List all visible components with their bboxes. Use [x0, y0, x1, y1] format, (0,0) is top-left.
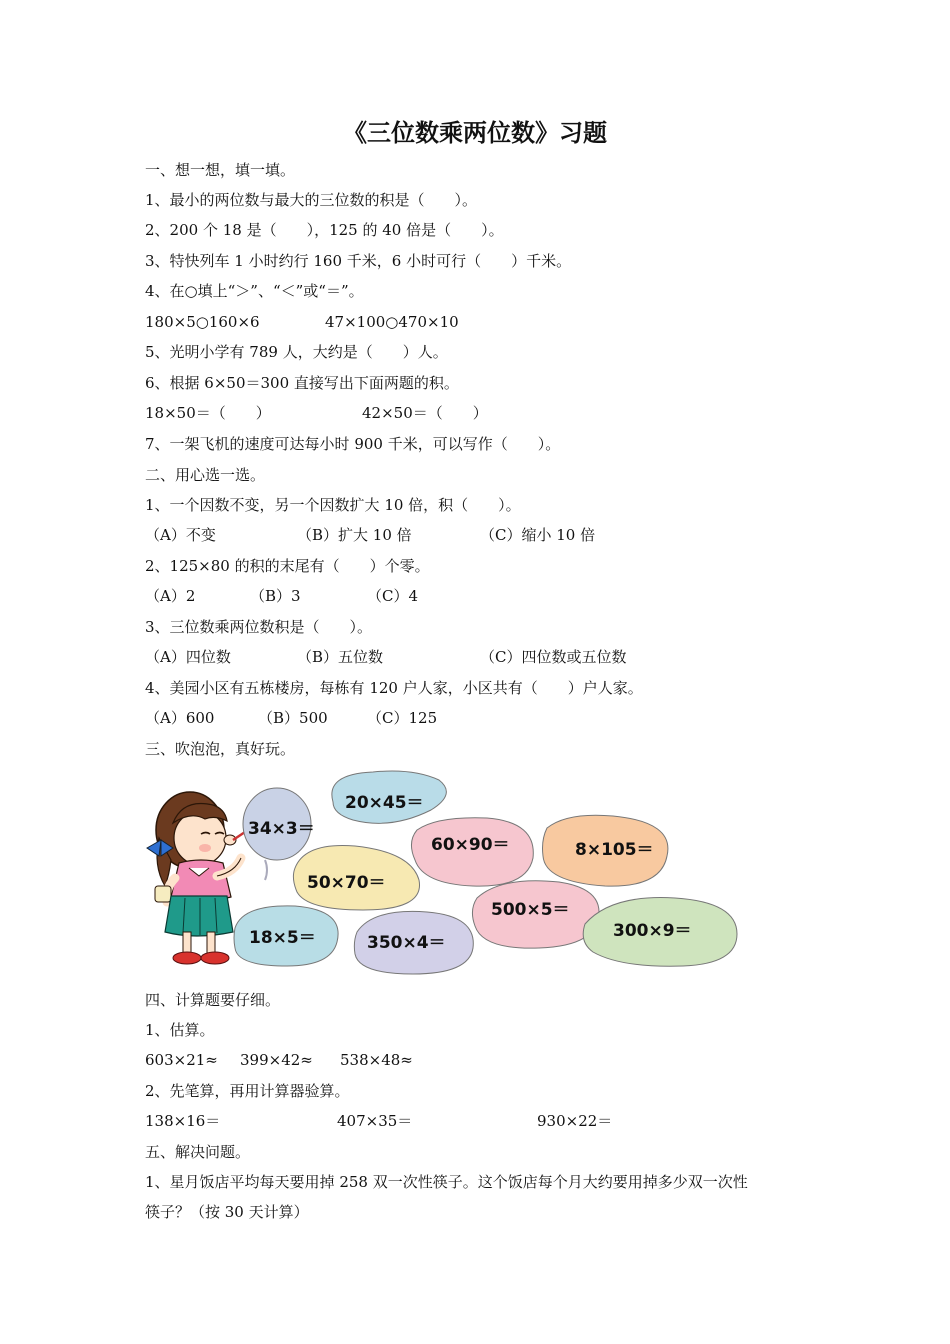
bubble-label: 34×3＝	[248, 819, 315, 839]
bubble-8x105	[543, 815, 668, 886]
bubble-label: 20×45＝	[345, 793, 424, 813]
bubble-60x90	[411, 818, 533, 886]
girl-illustration	[147, 792, 245, 964]
s1-question-7: 7、一架飞机的速度可达每小时 900 千米，可以写作（ ）。	[145, 435, 561, 453]
s1-q4-compare-b: 47×100○470×10	[325, 313, 459, 331]
bubble-500x5	[472, 881, 599, 948]
s1-question-1: 1、最小的两位数与最大的三位数的积是（ ）。	[145, 191, 478, 209]
bubble-300x9	[583, 898, 737, 967]
bubble-label: 50×70＝	[307, 873, 386, 893]
s1-question-3: 3、特快列车 1 小时约行 160 千米，6 小时可行（ ）千米。	[145, 252, 572, 270]
bubble-label: 500×5＝	[491, 900, 570, 920]
s2-q2-option-c: （C）4	[367, 587, 419, 605]
bubble-350x4	[354, 911, 473, 974]
s2-question-3: 3、三位数乘两位数积是（ ）。	[145, 618, 373, 636]
s2-q4-option-b: （B）500	[258, 709, 328, 727]
s4-q1-item-2: 399×42≈	[240, 1051, 313, 1069]
s4-q2-item-3: 930×22＝	[537, 1112, 613, 1130]
s1-question-5: 5、光明小学有 789 人，大约是（ ）人。	[145, 343, 448, 361]
bubble-50x70	[293, 845, 419, 910]
s4-q2-item-1: 138×16＝	[145, 1112, 221, 1130]
section1-heading: 一、想一想，填一填。	[145, 161, 296, 179]
s2-question-4: 4、美园小区有五栋楼房，每栋有 120 户人家，小区共有（ ）户人家。	[145, 679, 643, 697]
s5-question-1-line-2: 筷子？（按 30 天计算）	[145, 1203, 309, 1221]
bubble-label: 300×9＝	[613, 921, 692, 941]
s1-question-4: 4、在○填上“＞”、“＜”或“＝”。	[145, 282, 364, 300]
bubble-label: 60×90＝	[431, 835, 510, 855]
s2-q4-option-c: （C）125	[367, 709, 438, 727]
s1-question-2: 2、200 个 18 是（ ），125 的 40 倍是（ ）。	[145, 221, 504, 239]
s4-q2-item-2: 407×35＝	[337, 1112, 413, 1130]
section5-heading: 五、解决问题。	[145, 1143, 251, 1161]
bubble-label: 8×105＝	[575, 840, 654, 860]
s2-q2-option-b: （B）3	[250, 587, 301, 605]
section3-heading: 三、吹泡泡，真好玩。	[145, 740, 296, 758]
s2-question-1: 1、一个因数不变，另一个因数扩大 10 倍，积（ ）。	[145, 496, 521, 514]
bubble-20x45	[332, 771, 447, 823]
s2-q1-option-a: （A）不变	[145, 526, 216, 544]
s2-q4-option-a: （A）600	[145, 709, 215, 727]
s4-q1-item-3: 538×48≈	[340, 1051, 413, 1069]
section4-heading: 四、计算题要仔细。	[145, 991, 281, 1009]
s1-q6-item-a: 18×50＝（ ）	[145, 404, 271, 422]
section2-heading: 二、用心选一选。	[145, 466, 266, 484]
s2-q1-option-c: （C）缩小 10 倍	[480, 526, 596, 544]
s2-q1-option-b: （B）扩大 10 倍	[297, 526, 412, 544]
s1-q6-item-b: 42×50＝（ ）	[362, 404, 488, 422]
s2-question-2: 2、125×80 的积的末尾有（ ）个零。	[145, 557, 430, 575]
s2-q3-option-b: （B）五位数	[297, 648, 384, 666]
page-title: 《三位数乘两位数》习题	[343, 119, 607, 147]
bubble-label: 350×4＝	[367, 933, 446, 953]
s5-question-1-line-1: 1、星月饭店平均每天要用掉 258 双一次性筷子。这个饭店每个月大约要用掉多少双一次性	[145, 1173, 748, 1191]
bubble-label: 18×5＝	[249, 928, 316, 948]
s4-q1-item-1: 603×21≈	[145, 1051, 218, 1069]
s2-q2-option-a: （A）2	[145, 587, 196, 605]
bubble-18x5	[234, 906, 338, 966]
s4-question-2: 2、先笔算，再用计算器验算。	[145, 1082, 350, 1100]
s2-q3-option-c: （C）四位数或五位数	[480, 648, 627, 666]
bubble-illustration	[145, 768, 740, 978]
s1-q4-compare-a: 180×5○160×6	[145, 313, 260, 331]
s4-question-1: 1、估算。	[145, 1021, 215, 1039]
s2-q3-option-a: （A）四位数	[145, 648, 231, 666]
s1-question-6: 6、根据 6×50＝300 直接写出下面两题的积。	[145, 374, 459, 392]
